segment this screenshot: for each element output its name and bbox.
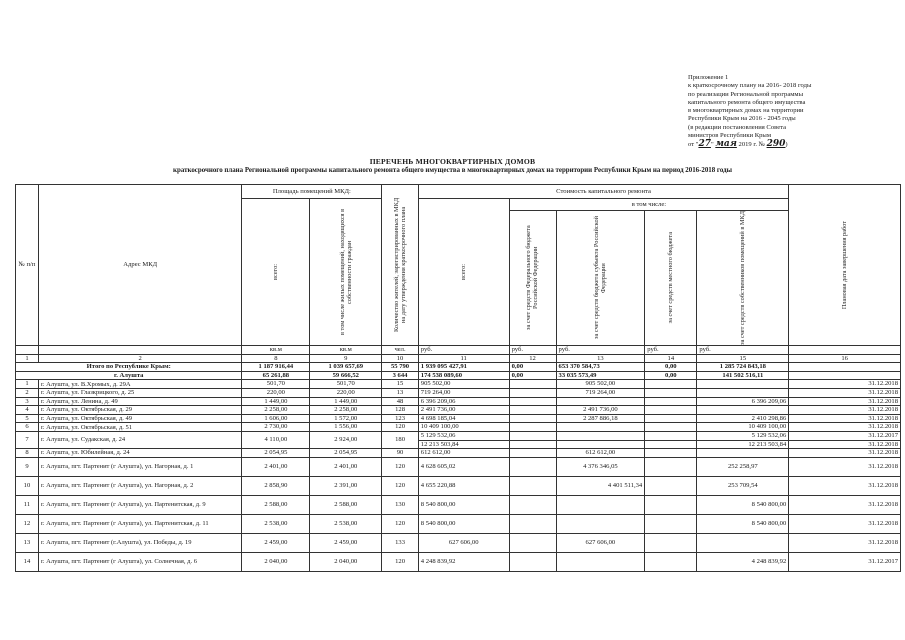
- total-cell: 33 035 573,49: [556, 371, 645, 380]
- header-including: в том числе:: [509, 199, 789, 211]
- total-cell: 174 538 089,60: [418, 371, 509, 380]
- date-mid: ": [710, 141, 716, 149]
- cell: 120: [382, 457, 419, 476]
- approval-line: по реализации Региональной программы: [688, 90, 804, 98]
- header-residents: [382, 185, 419, 346]
- cell: [645, 533, 697, 552]
- cell: 2 588,00: [242, 495, 310, 514]
- row-address: г. Алушта, пгт. Партенит (г Алушта), ул. Партенитская, д. 9: [38, 495, 242, 514]
- header-cost-total-text: всего:: [460, 264, 468, 280]
- cell: [556, 423, 645, 432]
- row-address: г. Алушта, пгт. Партенит (г Алушта), ул. Нагорная, д. 1: [38, 457, 242, 476]
- row-address: г. Алушта, ул. Октябрьская, д. 51: [38, 423, 242, 432]
- cell: 2 287 886,18: [556, 414, 645, 423]
- cell: 4 401 511,34: [556, 476, 645, 495]
- cell: 2 858,90: [242, 476, 310, 495]
- row-number: 9: [16, 457, 39, 476]
- total-crimea-label: Итого по Республике Крым:: [16, 363, 242, 372]
- header-area-citizens-text: в том числе жилых помещений, находящихся в собственности граждан: [338, 208, 353, 336]
- table-row: [16, 431, 901, 440]
- total-cell: 0,00: [645, 363, 697, 372]
- colnum-cell: 14: [645, 354, 697, 363]
- cell: 2 588,00: [310, 495, 382, 514]
- row-number: 4: [16, 406, 39, 415]
- cell: 5 129 532,06: [418, 431, 509, 440]
- approval-note: [688, 74, 893, 150]
- unit-cell: руб.: [697, 346, 789, 355]
- table-row: [16, 380, 901, 389]
- cell: 1 449,00: [310, 397, 382, 406]
- cell: 1 556,00: [310, 423, 382, 432]
- cell: 8 540 800,00: [418, 495, 509, 514]
- total-crimea-row: [16, 363, 901, 372]
- cell: 501,70: [310, 380, 382, 389]
- cell: [697, 380, 789, 389]
- header-local-text: за счет средств местного бюджета: [667, 232, 675, 324]
- cell: 31.12.2018: [789, 514, 901, 533]
- cell: [645, 397, 697, 406]
- row-address: г. Алушта, ул. Глазкрицкого, д. 25: [38, 388, 242, 397]
- cell: 4 110,00: [242, 431, 310, 448]
- total-cell: 1 939 095 427,91: [418, 363, 509, 372]
- row-number: 1: [16, 380, 39, 389]
- cell: 1 606,00: [242, 414, 310, 423]
- header-area-citizens: [310, 199, 382, 346]
- cell: 2 401,00: [310, 457, 382, 476]
- row-number: 2: [16, 388, 39, 397]
- cell: 2 054,95: [242, 449, 310, 458]
- header-owners-text: за счет средств собственников помещений в МКД: [739, 211, 747, 345]
- buildings-table: [15, 184, 901, 572]
- row-address: г. Алушта, ул. Октябрьская, д. 49: [38, 414, 242, 423]
- unit-cell: руб.: [556, 346, 645, 355]
- cell: 31.12.2018: [789, 476, 901, 495]
- approval-line: (в редакции постановления Совета: [688, 123, 787, 131]
- cell: 2 491 736,00: [556, 406, 645, 415]
- cell: 220,00: [310, 388, 382, 397]
- row-address: г. Алушта, ул. Юбилейная, д. 24: [38, 449, 242, 458]
- table-row: [16, 533, 901, 552]
- approval-date-line: от "27" мая 2019 г. № 290): [688, 139, 788, 150]
- cell: 31.12.2018: [789, 440, 901, 449]
- handwritten-month: мая: [715, 139, 737, 150]
- total-cell: [789, 363, 901, 372]
- table-row: [16, 423, 901, 432]
- cell: [509, 449, 556, 458]
- cell: 12 213 503,84: [418, 440, 509, 449]
- table-row: [16, 552, 901, 571]
- row-number: 3: [16, 397, 39, 406]
- colnum-cell: 13: [556, 354, 645, 363]
- total-cell: [789, 371, 901, 380]
- cell: 4 248 839,92: [418, 552, 509, 571]
- cell: 719 264,00: [556, 388, 645, 397]
- colnum-cell: 10: [382, 354, 419, 363]
- total-cell: 0,00: [509, 371, 556, 380]
- table-row: [16, 397, 901, 406]
- cell: [697, 388, 789, 397]
- total-cell: 1 285 724 843,18: [697, 363, 789, 372]
- total-cell: 0,00: [509, 363, 556, 372]
- cell: [645, 423, 697, 432]
- header-area-group: Площадь помещений МКД:: [242, 185, 382, 199]
- cell: [509, 457, 556, 476]
- document-title: ПЕРЕЧЕНЬ МНОГОКВАРТИРНЫХ ДОМОВ: [369, 157, 536, 166]
- header-deadline: [789, 185, 901, 346]
- header-deadline-text: Плановая дата завершения работ: [841, 220, 849, 310]
- cell: 31.12.2018: [789, 406, 901, 415]
- total-cell: 65 261,88: [242, 371, 310, 380]
- cell: 180: [382, 431, 419, 448]
- approval-line: Республики Крым на 2016 - 2045 годы: [688, 115, 796, 123]
- cell: 120: [382, 552, 419, 571]
- date-prefix: от ": [688, 141, 699, 149]
- cell: 627 606,00: [556, 533, 645, 552]
- cell: [556, 397, 645, 406]
- cell: [556, 495, 645, 514]
- row-address: г. Алушта, ул. Судакская, д. 24: [38, 431, 242, 448]
- cell: [509, 514, 556, 533]
- header-subj: [556, 211, 645, 346]
- row-address: г. Алушта, ул. Октябрьская, д. 29: [38, 406, 242, 415]
- cell: 10 409 100,00: [697, 423, 789, 432]
- colnum-cell: 15: [697, 354, 789, 363]
- total-cell: 3 644: [382, 371, 419, 380]
- cell: 252 258,97: [697, 457, 789, 476]
- row-address: г. Алушта, ул. В.Хромых, д. 29А: [38, 380, 242, 389]
- total-cell: 59 666,52: [310, 371, 382, 380]
- row-number: 7: [16, 431, 39, 448]
- handwritten-day: 27: [698, 139, 711, 150]
- unit-cell: чел.: [382, 346, 419, 355]
- cell: 2 924,00: [310, 431, 382, 448]
- cell: 5 129 532,06: [697, 431, 789, 440]
- cell: [697, 533, 789, 552]
- table-row: [16, 495, 901, 514]
- row-address: г. Алушта, ул. Ленина, д. 49: [38, 397, 242, 406]
- row-number: 6: [16, 423, 39, 432]
- cell: [697, 406, 789, 415]
- table-row: [16, 406, 901, 415]
- cell: [645, 552, 697, 571]
- cell: 120: [382, 514, 419, 533]
- cell: [509, 388, 556, 397]
- header-residents-text: Количество жителей, зарегистрированных в МКД на дату утверждения краткосрочного плана: [392, 197, 408, 333]
- total-cell: 1 187 916,44: [242, 363, 310, 372]
- table-row: [16, 457, 901, 476]
- table-row: [16, 414, 901, 423]
- column-numbers-row: [16, 354, 901, 363]
- colnum-cell: 12: [509, 354, 556, 363]
- unit-cell: руб.: [645, 346, 697, 355]
- colnum-cell: 11: [418, 354, 509, 363]
- cell: 2 040,00: [242, 552, 310, 571]
- cell: 2 491 736,00: [418, 406, 509, 415]
- cell: 2 459,00: [242, 533, 310, 552]
- cell: [509, 380, 556, 389]
- header-fed-text: за счет средств Федерального бюджета Российской Федерации: [525, 225, 540, 331]
- cell: 719 264,00: [418, 388, 509, 397]
- cell: 2 538,00: [242, 514, 310, 533]
- cell: 31.12.2018: [789, 380, 901, 389]
- cell: 2 040,00: [310, 552, 382, 571]
- total-cell: 141 502 516,11: [697, 371, 789, 380]
- cell: 6 396 209,06: [697, 397, 789, 406]
- cell: 2 054,95: [310, 449, 382, 458]
- row-number: 12: [16, 514, 39, 533]
- cell: 612 612,00: [556, 449, 645, 458]
- cell: [645, 457, 697, 476]
- cell: 2 391,00: [310, 476, 382, 495]
- header-num: № п/п: [16, 185, 39, 346]
- cell: 133: [382, 533, 419, 552]
- cell: 2 538,00: [310, 514, 382, 533]
- cell: 13: [382, 388, 419, 397]
- units-row: [16, 346, 901, 355]
- header-address: Адрес МКД: [38, 185, 242, 346]
- cell: [645, 406, 697, 415]
- table-row: [16, 476, 901, 495]
- cell: [556, 552, 645, 571]
- colnum-cell: 16: [789, 354, 901, 363]
- cell: 2 258,00: [310, 406, 382, 415]
- cell: 12 213 503,84: [697, 440, 789, 449]
- cell: 905 502,00: [418, 380, 509, 389]
- cell: 627 606,00: [418, 533, 509, 552]
- cell: [509, 423, 556, 432]
- cell: 2 459,00: [310, 533, 382, 552]
- cell: 31.12.2018: [789, 388, 901, 397]
- approval-line: капитального ремонта общего имущества: [688, 98, 806, 106]
- header-fed: [509, 211, 556, 346]
- table-row: [16, 388, 901, 397]
- row-number: 10: [16, 476, 39, 495]
- cell: 4 376 346,05: [556, 457, 645, 476]
- cell: [645, 388, 697, 397]
- colnum-cell: 1: [16, 354, 39, 363]
- cell: [509, 476, 556, 495]
- cell: 4 655 220,88: [418, 476, 509, 495]
- cell: [509, 533, 556, 552]
- cell: 4 698 185,04: [418, 414, 509, 423]
- cell: 15: [382, 380, 419, 389]
- total-cell: 55 790: [382, 363, 419, 372]
- cell: [509, 406, 556, 415]
- row-number: 14: [16, 552, 39, 571]
- cell: 31.12.2017: [789, 552, 901, 571]
- cell: [509, 495, 556, 514]
- cell: [645, 476, 697, 495]
- cell: 31.12.2018: [789, 495, 901, 514]
- cell: 1 449,00: [242, 397, 310, 406]
- cell: 123: [382, 414, 419, 423]
- header-cost-total: [418, 199, 509, 346]
- header-owners: [697, 211, 789, 346]
- cell: 8 540 800,00: [697, 495, 789, 514]
- cell: 31.12.2017: [789, 431, 901, 440]
- date-year: 2019 г. №: [736, 141, 765, 149]
- cell: 220,00: [242, 388, 310, 397]
- row-address: г. Алушта, пгт. Партенит (г.Алушта), ул. Победы, д. 19: [38, 533, 242, 552]
- header-local: [645, 211, 697, 346]
- cell: 905 502,00: [556, 380, 645, 389]
- cell: 4 248 839,92: [697, 552, 789, 571]
- cell: 120: [382, 476, 419, 495]
- header-area-total-text: всего:: [272, 264, 280, 280]
- approval-line: Приложение 1: [688, 74, 729, 81]
- cell: 10 409 100,00: [418, 423, 509, 432]
- total-alushta-label: г. Алушта: [16, 371, 242, 380]
- cell: [645, 414, 697, 423]
- total-cell: 653 370 584,73: [556, 363, 645, 372]
- header-subj-text: за счет средств бюджета субъекта Российской Федерации: [593, 216, 608, 340]
- unit-cell: руб.: [418, 346, 509, 355]
- handwritten-number: 290: [766, 139, 786, 150]
- unit-cell: кв.м: [242, 346, 310, 355]
- approval-line: к краткосрочному плану на 2016- 2018 годы: [688, 82, 812, 90]
- cell: 501,70: [242, 380, 310, 389]
- total-cell: 0,00: [645, 371, 697, 380]
- cell: [556, 514, 645, 533]
- row-number: 8: [16, 449, 39, 458]
- unit-cell: кв.м: [310, 346, 382, 355]
- cell: [697, 449, 789, 458]
- cell: 6 396 209,06: [418, 397, 509, 406]
- unit-cell: руб.: [509, 346, 556, 355]
- cell: 31.12.2018: [789, 414, 901, 423]
- cell: [509, 414, 556, 423]
- cell: 253 709,54: [697, 476, 789, 495]
- row-number: 13: [16, 533, 39, 552]
- total-cell: 1 039 657,69: [310, 363, 382, 372]
- row-address: г. Алушта, пгт. Партенит (г Алушта), ул. Солнечная, д. 6: [38, 552, 242, 571]
- cell: [645, 449, 697, 458]
- cell: 2 410 298,86: [697, 414, 789, 423]
- cell: 31.12.2018: [789, 449, 901, 458]
- header-area-total: [242, 199, 310, 346]
- colnum-cell: 9: [310, 354, 382, 363]
- row-address: г. Алушта, пгт. Партенит (г Алушта), ул. Партенитская, д. 11: [38, 514, 242, 533]
- cell: 90: [382, 449, 419, 458]
- approval-line: в многоквартирных домах на территории: [688, 107, 804, 115]
- cell: 612 612,00: [418, 449, 509, 458]
- cell: 2 730,00: [242, 423, 310, 432]
- colnum-cell: 2: [38, 354, 242, 363]
- document-subtitle: краткосрочного плана Региональной программы капитального ремонта общего имущества в многоквартирных домах на территории Республики Крым на период 2016-2018 годы: [173, 167, 732, 174]
- cell: 8 540 800,00: [697, 514, 789, 533]
- cell: [645, 380, 697, 389]
- cell: 2 401,00: [242, 457, 310, 476]
- cell: 4 628 605,02: [418, 457, 509, 476]
- cell: 31.12.2018: [789, 423, 901, 432]
- row-number: 11: [16, 495, 39, 514]
- cell: 31.12.2018: [789, 397, 901, 406]
- cell: 8 540 800,00: [418, 514, 509, 533]
- cell: 2 258,00: [242, 406, 310, 415]
- cell: 31.12.2018: [789, 457, 901, 476]
- row-address: г. Алушта, пгт. Партенит (г Алушта), ул. Нагорная, д. 2: [38, 476, 242, 495]
- cell: [509, 552, 556, 571]
- cell: [645, 514, 697, 533]
- cell: [509, 397, 556, 406]
- table-row: [16, 449, 901, 458]
- table-row: [16, 514, 901, 533]
- approval-line: министров Республики Крым: [688, 132, 772, 140]
- cell: 120: [382, 423, 419, 432]
- total-alushta-row: [16, 371, 901, 380]
- cell: 130: [382, 495, 419, 514]
- cell: 128: [382, 406, 419, 415]
- colnum-cell: 8: [242, 354, 310, 363]
- row-number: 5: [16, 414, 39, 423]
- cell: 31.12.2018: [789, 533, 901, 552]
- header-cost-group: Стоимость капитального ремонта: [418, 185, 788, 199]
- cell: 1 572,00: [310, 414, 382, 423]
- cell: [645, 495, 697, 514]
- cell: 48: [382, 397, 419, 406]
